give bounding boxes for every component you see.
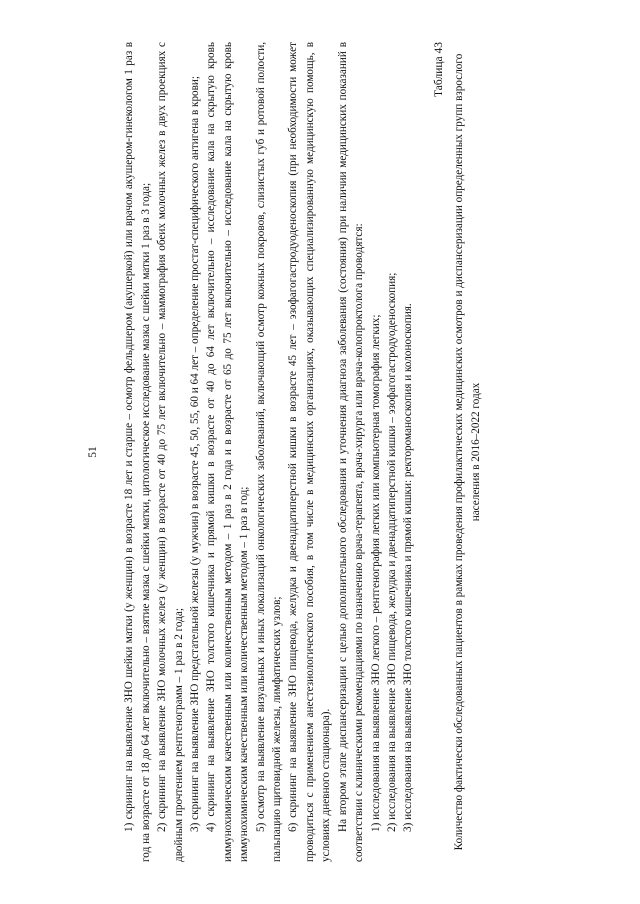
- paragraph-second-stage-lung: 1) исследования на выявление ЗНО легкого – рентгенография легких или компьютерная томография легких;: [369, 314, 382, 832]
- paragraph-second-stage-esophagus: 2) исследования на выявление ЗНО пищевода, желудка и двенадцатиперстной кишки – эзофагогастродуоденоскопия;: [385, 272, 398, 832]
- table-title: Количество фактически обследованных пациентов в рамках проведения профилактических медицинских осмотров и диспансеризации определенных групп взрослого населения в 2016–2022 годах: [453, 53, 482, 851]
- paragraph-screening-esophagus: 6) скрининг на выявление ЗНО пищевода, желудка и двенадцатиперстной кишки в возрасте 45 лет – эзофагогастродуоденоскопия (при необходимости может проводиться с применением анестезиологического пособия, в том числе в медицинских организациях, оказывающих специализированную медицинскую помощь, в условиях дневного стационара).: [287, 42, 333, 862]
- paragraph-screening-prostate: 3) скрининг на выявление ЗНО предстательной железы (у мужчин) в возрасте 45, 50, 55, 60 и 64 лет – определение простат-специфического антигена в крови;: [189, 75, 202, 832]
- page-number: 51: [87, 446, 99, 458]
- rotated-page-content: [85, 42, 555, 862]
- paragraph-screening-colon: 4) скрининг на выявление ЗНО толстого кишечника и прямой кишки в возрасте от 40 до 64 лет включительно – исследование кала на скрытую кровь иммунохимическим качественным или количественным методом – 1 раз в 2 года и в возрасте от 65 до 75 лет включительно – исследование кала на скрытую кровь иммунохимическим качественным или количественным методом – 1 раз в год;: [205, 42, 251, 862]
- paragraph-screening-breast: 2) скрининг на выявление ЗНО молочных желез (у женщин) в возрасте от 40 до 75 лет включительно – маммография обеих молочных желез в двух проекциях с двойным прочтением рентгенограмм – 1 раз в 2 года;: [156, 42, 185, 862]
- paragraph-second-stage: На втором этапе диспансеризации с целью дополнительного обследования и уточнения диагноза заболевания (состояния) при наличии медицинских показаний в соответствии с клиническими рекомендациями по назначению врача-терапевта, врача-хирурга или врача-колопроктолога проводятся:: [336, 42, 366, 862]
- paragraph-screening-cervix: 1) скрининг на выявление ЗНО шейки матки (у женщин) в возрасте 18 лет и старше – осмотр фельдшером (акушеркой) или врачом акушером-гинекологом 1 раз в год на возрасте от 18 до 64 лет включительно – взятие мазка с шейки матки, цитологическое исследование мазка с шейки матки 1 раз в 3 года;: [123, 42, 152, 862]
- table-label: Таблица 43: [432, 42, 445, 97]
- paragraph-second-stage-colon: 3) исследования на выявление ЗНО толстого кишечника и прямой кишки: ректороманоскопия и колоноскопия.: [402, 303, 415, 832]
- paragraph-visual-exam: 5) осмотр на выявление визуальных и иных локализаций онкологических заболеваний, включающий осмотр кожных покровов, слизистых губ и ротовой полости, пальпацию щитовидной железы, лимфатических узлов;: [254, 42, 284, 862]
